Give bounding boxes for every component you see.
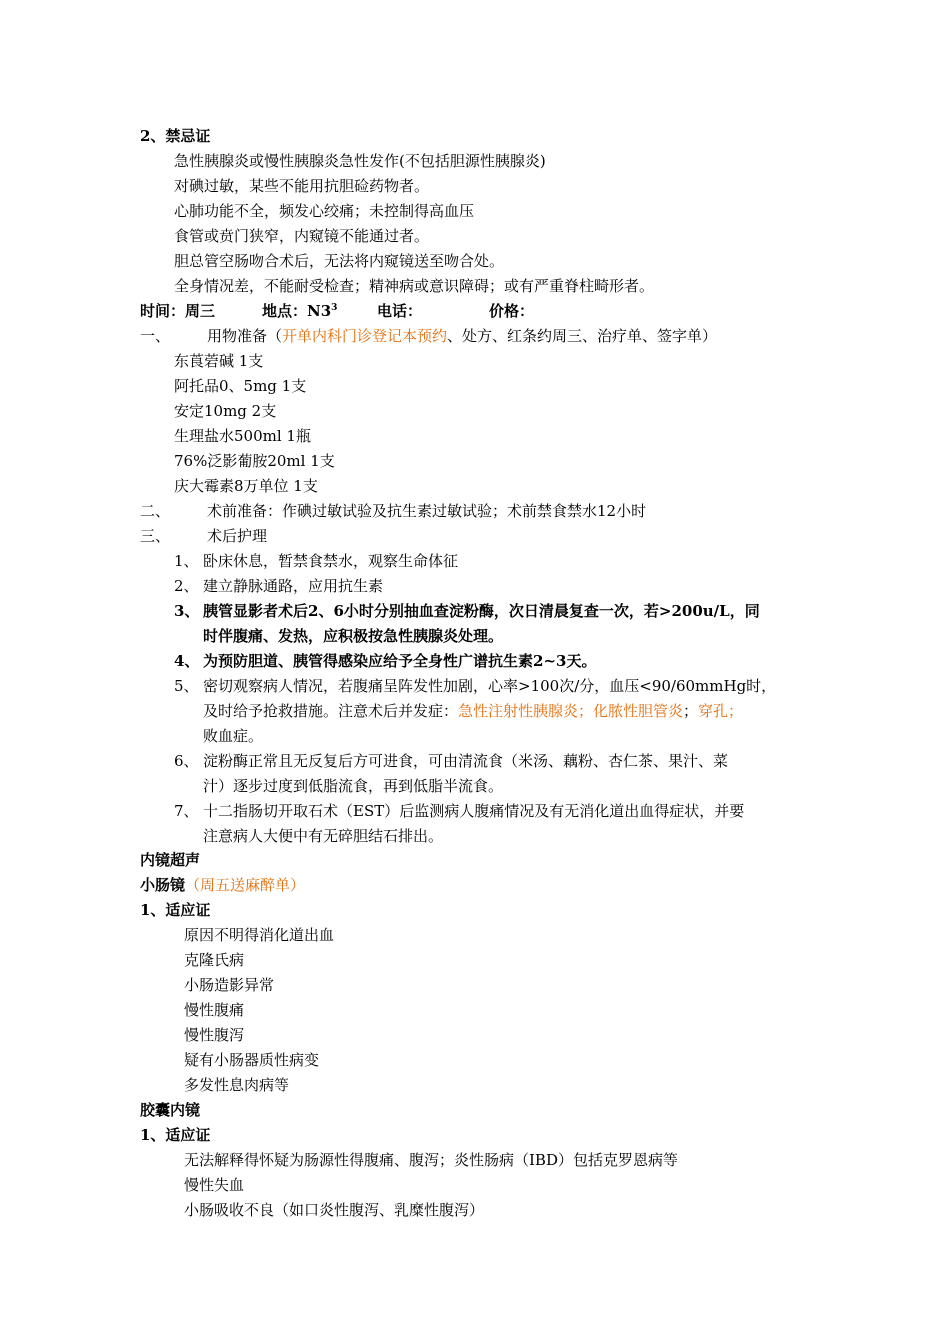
complication-orange-2: 穿孔； [698, 702, 744, 720]
small-bowel-heading-line [140, 875, 305, 895]
care-item-number: 1、 [174, 552, 199, 570]
care-item-text: 胰管显影者术后2、6小时分别抽血查淀粉酶，次日清晨复查一次，若>200u/L，同 [203, 602, 760, 620]
capsule-indication: 无法解释得怀疑为肠源性得腹痛、腹泻；炎性肠病（IBD）包括克罗恩病等 [184, 1151, 678, 1169]
care-item-text-cont [203, 701, 743, 721]
section-2-text: 术前准备：作碘过敏试验及抗生素过敏试验；术前禁食禁水12小时 [207, 502, 647, 520]
care-item-text: 密切观察病人情况，若腹痛呈阵发性加剧，心率>100次/分，血压<90/60mmHg时， [203, 677, 777, 695]
capsule-indication-heading: 1、适应证 [140, 1126, 211, 1144]
meta-time: 时间：周三 [140, 302, 216, 320]
drug-item: 76%泛影葡胺20ml 1支 [174, 452, 335, 470]
capsule-heading: 胶囊内镜 [140, 1101, 201, 1119]
small-bowel-indication: 疑有小肠器质性病变 [184, 1051, 320, 1069]
section-1-title-text: 用物准备（ [207, 327, 283, 345]
care-item-text-cont: 时伴腹痛、发热，应积极按急性胰腺炎处理。 [203, 627, 504, 645]
meta-place-sup: 3 [331, 303, 338, 313]
small-bowel-indication: 小肠造影异常 [184, 976, 275, 994]
contra-item: 全身情况差，不能耐受检查；精神病或意识障碍；或有严重脊柱畸形者。 [174, 277, 655, 295]
drug-item: 东莨菪碱 1支 [174, 352, 264, 370]
contra-item: 胆总管空肠吻合术后，无法将内窥镜送至吻合处。 [174, 252, 505, 270]
section-1-title [207, 326, 717, 346]
drug-item: 安定10mg 2支 [174, 402, 277, 420]
drug-item: 阿托品0、5mg 1支 [174, 377, 307, 395]
care-item-text-cont: 注意病人大便中有无碎胆结石排出。 [203, 827, 444, 845]
small-bowel-note: （周五送麻醉单） [185, 876, 306, 894]
care-item-number: 7、 [174, 802, 199, 820]
care-item-text: 为预防胆道、胰管得感染应给予全身性广谱抗生素2~3天。 [203, 652, 597, 670]
contra-item: 食管或贲门狭窄，内窥镜不能通过者。 [174, 227, 430, 245]
small-bowel-indication-heading: 1、适应证 [140, 901, 211, 919]
care-item-5-text-c: ； [683, 702, 699, 720]
care-item-text-cont: 败血症。 [203, 727, 264, 745]
section-3-number: 三、 [140, 527, 171, 545]
section-3-title: 术后护理 [207, 527, 268, 545]
section-2-number: 二、 [140, 502, 171, 520]
contraindication-heading: 2、禁忌证 [140, 127, 211, 145]
meta-phone: 电话： [377, 302, 423, 320]
section-1-note-rest: 、处方、红条约周三、治疗单、签字单） [447, 327, 718, 345]
care-item-5-text-a: 及时给予抢救措施。注意术后并发症： [203, 702, 459, 720]
complication-orange: 急性注射性胰腺炎；化脓性胆管炎 [458, 702, 684, 720]
contra-item: 对碘过敏，某些不能用抗胆硷药物者。 [174, 177, 430, 195]
contra-item: 急性胰腺炎或慢性胰腺炎急性发作(不包括胆源性胰腺炎) [174, 152, 546, 170]
contra-item: 心肺功能不全，频发心绞痛；未控制得高血压 [174, 202, 475, 220]
care-item-number: 5、 [174, 677, 199, 695]
section-1-number: 一、 [140, 327, 171, 345]
care-item-text: 建立静脉通路，应用抗生素 [203, 577, 384, 595]
care-item-text-cont: 汁）逐步过度到低脂流食，再到低脂半流食。 [203, 777, 504, 795]
small-bowel-indication: 原因不明得消化道出血 [184, 926, 335, 944]
care-item-number: 6、 [174, 752, 199, 770]
capsule-indication: 小肠吸收不良（如口炎性腹泻、乳糜性腹泻） [184, 1201, 485, 1219]
small-bowel-indication: 慢性腹泻 [184, 1026, 245, 1044]
care-item-number: 2、 [174, 577, 199, 595]
small-bowel-heading: 小肠镜 [140, 876, 186, 894]
meta-place-label: 地点：N3 [262, 302, 332, 320]
care-item-text: 卧床休息，暂禁食禁水，观察生命体征 [203, 552, 459, 570]
section-1-note-orange: 开单内科门诊登记本预约 [282, 327, 448, 345]
small-bowel-indication: 慢性腹痛 [184, 1001, 245, 1019]
small-bowel-indication: 多发性息肉病等 [184, 1076, 290, 1094]
meta-price: 价格： [489, 302, 535, 320]
care-item-number: 3、 [174, 602, 200, 620]
meta-place [262, 301, 337, 321]
care-item-text: 淀粉酶正常且无反复后方可进食，可由清流食（米汤、藕粉、杏仁茶、果汁、菜 [203, 752, 729, 770]
care-item-number: 4、 [174, 652, 200, 670]
small-bowel-indication: 克隆氏病 [184, 951, 245, 969]
care-item-text: 十二指肠切开取石术（EST）后监测病人腹痛情况及有无消化道出血得症状，并要 [203, 802, 745, 820]
drug-item: 生理盐水500ml 1瓶 [174, 427, 311, 445]
drug-item: 庆大霉素8万单位 1支 [174, 477, 318, 495]
eus-heading: 内镜超声 [140, 851, 201, 869]
capsule-indication: 慢性失血 [184, 1176, 245, 1194]
